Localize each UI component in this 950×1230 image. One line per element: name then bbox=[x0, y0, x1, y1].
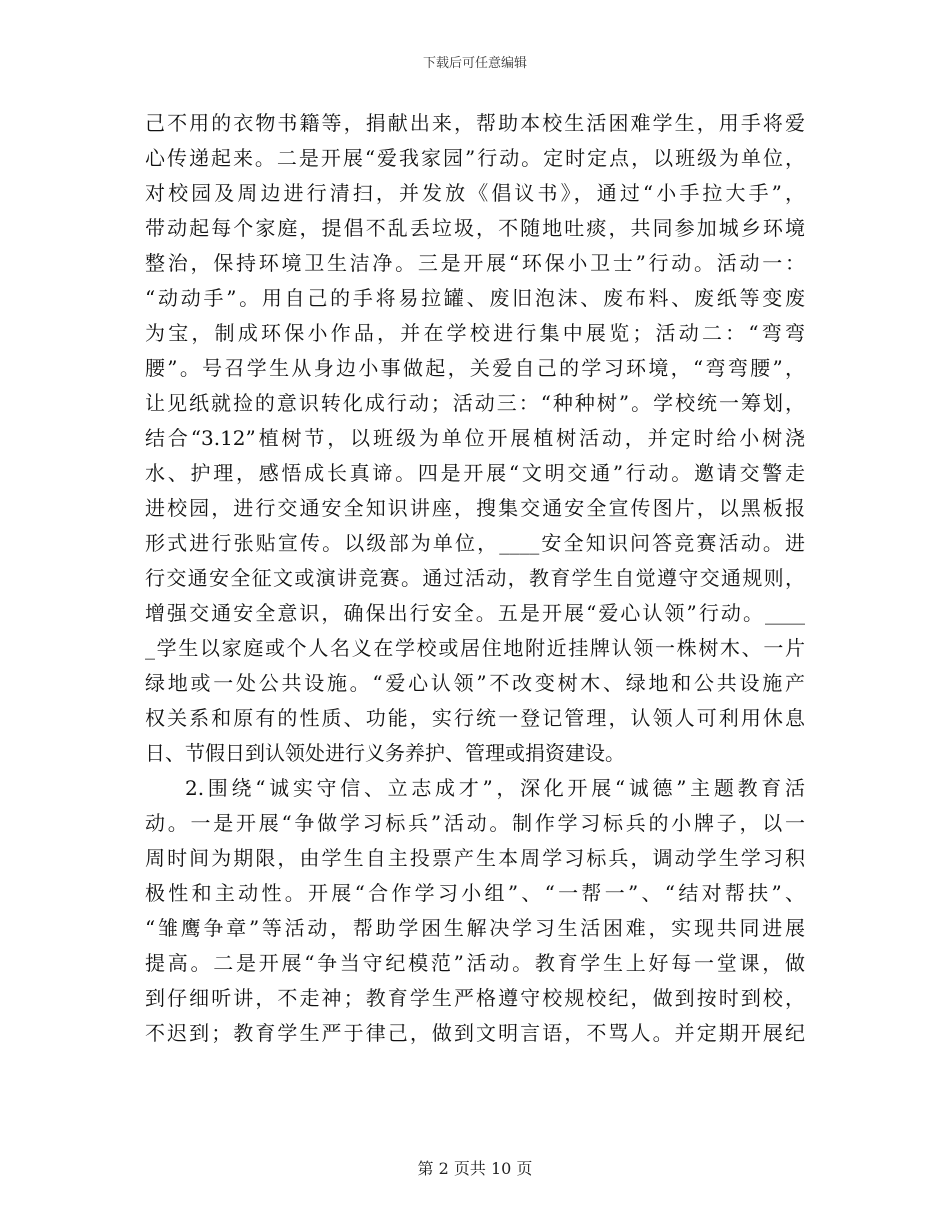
text-line: 为宝，制成环保小作品，并在学校进行集中展览；活动二：“弯弯 bbox=[145, 321, 805, 345]
page-header: 下载后可任意编辑 bbox=[422, 56, 527, 71]
text-line: 水、护理，感悟成长真谛。四是开展“文明交通”行动。邀请交警走 bbox=[145, 461, 805, 485]
text-line: “雏鹰争章”等活动，帮助学困生解决学习生活困难，实现共同进展 bbox=[145, 916, 805, 940]
text-line: 增强交通安全意识，确保出行安全。五是开展“爱心认领”行动。____ bbox=[145, 601, 805, 625]
paragraph-1 bbox=[145, 106, 805, 771]
text-line: 行交通安全征文或演讲竞赛。通过活动，教育学生自觉遵守交通规则， bbox=[145, 566, 805, 590]
page-footer: 第 2 页共 10 页 bbox=[417, 1159, 533, 1178]
paragraph-2 bbox=[145, 771, 805, 1051]
text-line: 带动起每个家庭，提倡不乱丢垃圾，不随地吐痰，共同参加城乡环境 bbox=[145, 216, 805, 240]
text-line: 提高。二是开展“争当守纪模范”活动。教育学生上好每一堂课，做 bbox=[145, 951, 805, 975]
text-line: “动动手”。用自己的手将易拉罐、废旧泡沫、废布料、废纸等变废 bbox=[145, 286, 805, 310]
text-line: 形式进行张贴宣传。以级部为单位，____安全知识问答竞赛活动。进 bbox=[145, 531, 805, 555]
text-line: 让见纸就捡的意识转化成行动；活动三：“种种树”。学校统一筹划， bbox=[145, 391, 805, 415]
text-line: 己不用的衣物书籍等，捐献出来，帮助本校生活困难学生，用手将爱 bbox=[145, 111, 805, 135]
text-line: 极性和主动性。开展“合作学习小组”、“一帮一”、“结对帮扶”、 bbox=[145, 881, 805, 905]
text-line: 到仔细听讲，不走神；教育学生严格遵守校规校纪，做到按时到校， bbox=[145, 986, 805, 1010]
text-line: 权关系和原有的性质、功能，实行统一登记管理，认领人可利用休息 bbox=[145, 706, 805, 730]
text-line: 日、节假日到认领处进行义务养护、管理或捐资建设。 bbox=[145, 741, 625, 765]
document-body bbox=[145, 106, 805, 1051]
text-line: 绿地或一处公共设施。“爱心认领”不改变树木、绿地和公共设施产 bbox=[145, 671, 805, 695]
text-line: 动。一是开展“争做学习标兵”活动。制作学习标兵的小牌子，以一 bbox=[145, 811, 805, 835]
text-line: 心传递起来。二是开展“爱我家园”行动。定时定点，以班级为单位， bbox=[145, 146, 805, 170]
text-line: 进校园，进行交通安全知识讲座，搜集交通安全宣传图片，以黑板报 bbox=[145, 496, 805, 520]
text-line: 腰”。号召学生从身边小事做起，关爱自己的学习环境，“弯弯腰”， bbox=[145, 356, 805, 380]
text-line: 对校园及周边进行清扫，并发放《倡议书》，通过“小手拉大手”， bbox=[145, 181, 805, 205]
text-line: 不迟到；教育学生严于律己，做到文明言语，不骂人。并定期开展纪 bbox=[145, 1021, 805, 1045]
text-line: 整治，保持环境卫生洁净。三是开展“环保小卫士”行动。活动一： bbox=[145, 251, 805, 275]
text-line: 2.围绕“诚实守信、立志成才”，深化开展“诚德”主题教育活 bbox=[185, 776, 805, 800]
text-line: _学生以家庭或个人名义在学校或居住地附近挂牌认领一株树木、一片 bbox=[145, 636, 805, 660]
text-line: 周时间为期限，由学生自主投票产生本周学习标兵，调动学生学习积 bbox=[145, 846, 805, 870]
text-line: 结合“3.12”植树节，以班级为单位开展植树活动，并定时给小树浇 bbox=[145, 426, 805, 450]
